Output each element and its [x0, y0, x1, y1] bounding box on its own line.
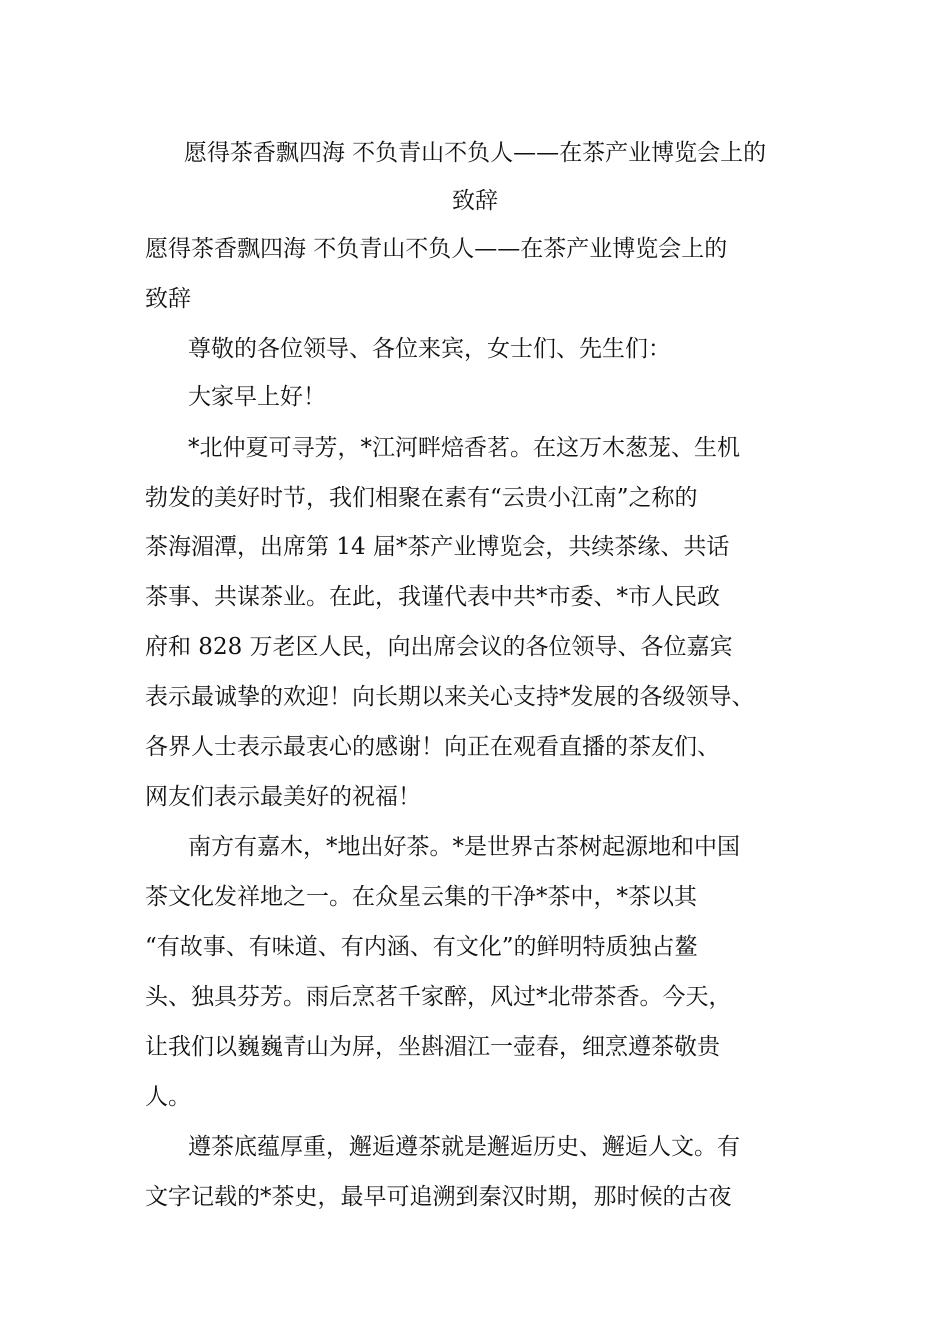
paragraph-2-line: 南方有嘉木，*地出好茶。*是世界古茶树起源地和中国: [188, 834, 740, 860]
paragraph-1-line: 勃发的美好时节，我们相聚在素有“云贵小江南”之称的: [145, 485, 698, 511]
paragraph-1-line: 茶海湄潭，出席第 14 届*茶产业博览会，共续茶缘、共话: [145, 534, 730, 560]
paragraph-1-line: 各界人士表示最衷心的感谢！向正在观看直播的茶友们、: [145, 734, 720, 760]
centered-title-line-1: 愿得茶香飘四海 不负青山不负人——在茶产业博览会上的: [183, 140, 767, 166]
paragraph-1-line: 网友们表示最美好的祝福！: [145, 784, 421, 810]
paragraph-2-line: 茶文化发祥地之一。在众星云集的干净*茶中，*茶以其: [145, 884, 697, 910]
paragraph-2-line: “有故事、有味道、有内涵、有文化”的鲜明特质独占鳌: [145, 934, 698, 960]
paragraph-2-line: 头、独具芬芳。雨后烹茗千家醉，风过*北带茶香。今天，: [145, 984, 732, 1010]
salutation: 尊敬的各位领导、各位来宾，女士们、先生们：: [188, 336, 671, 362]
centered-title-line-2: 致辞: [452, 188, 498, 214]
repeated-title-line-1: 愿得茶香飘四海 不负青山不负人——在茶产业博览会上的: [145, 236, 728, 262]
paragraph-1-line: 府和 828 万老区人民，向出席会议的各位领导、各位嘉宾: [145, 634, 733, 660]
greeting: 大家早上好！: [188, 384, 326, 410]
repeated-title-line-2: 致辞: [145, 286, 191, 312]
paragraph-3-line: 文字记载的*茶史，最早可追溯到秦汉时期，那时候的古夜: [145, 1184, 732, 1210]
paragraph-3-line: 遵茶底蕴厚重，邂逅遵茶就是邂逅历史、邂逅人文。有: [188, 1134, 740, 1160]
paragraph-2-line: 人。: [145, 1084, 191, 1110]
paragraph-1-line: 茶事、共谋茶业。在此，我谨代表中共*市委、*市人民政: [145, 584, 720, 610]
paragraph-1-line: *北仲夏可寻芳，*江河畔焙香茗。在这万木葱茏、生机: [188, 435, 740, 461]
paragraph-1-line: 表示最诚挚的欢迎！向长期以来关心支持*发展的各级领导、: [145, 684, 755, 710]
paragraph-2-line: 让我们以巍巍青山为屏，坐斟湄江一壶春，细烹遵茶敬贵: [145, 1034, 720, 1060]
